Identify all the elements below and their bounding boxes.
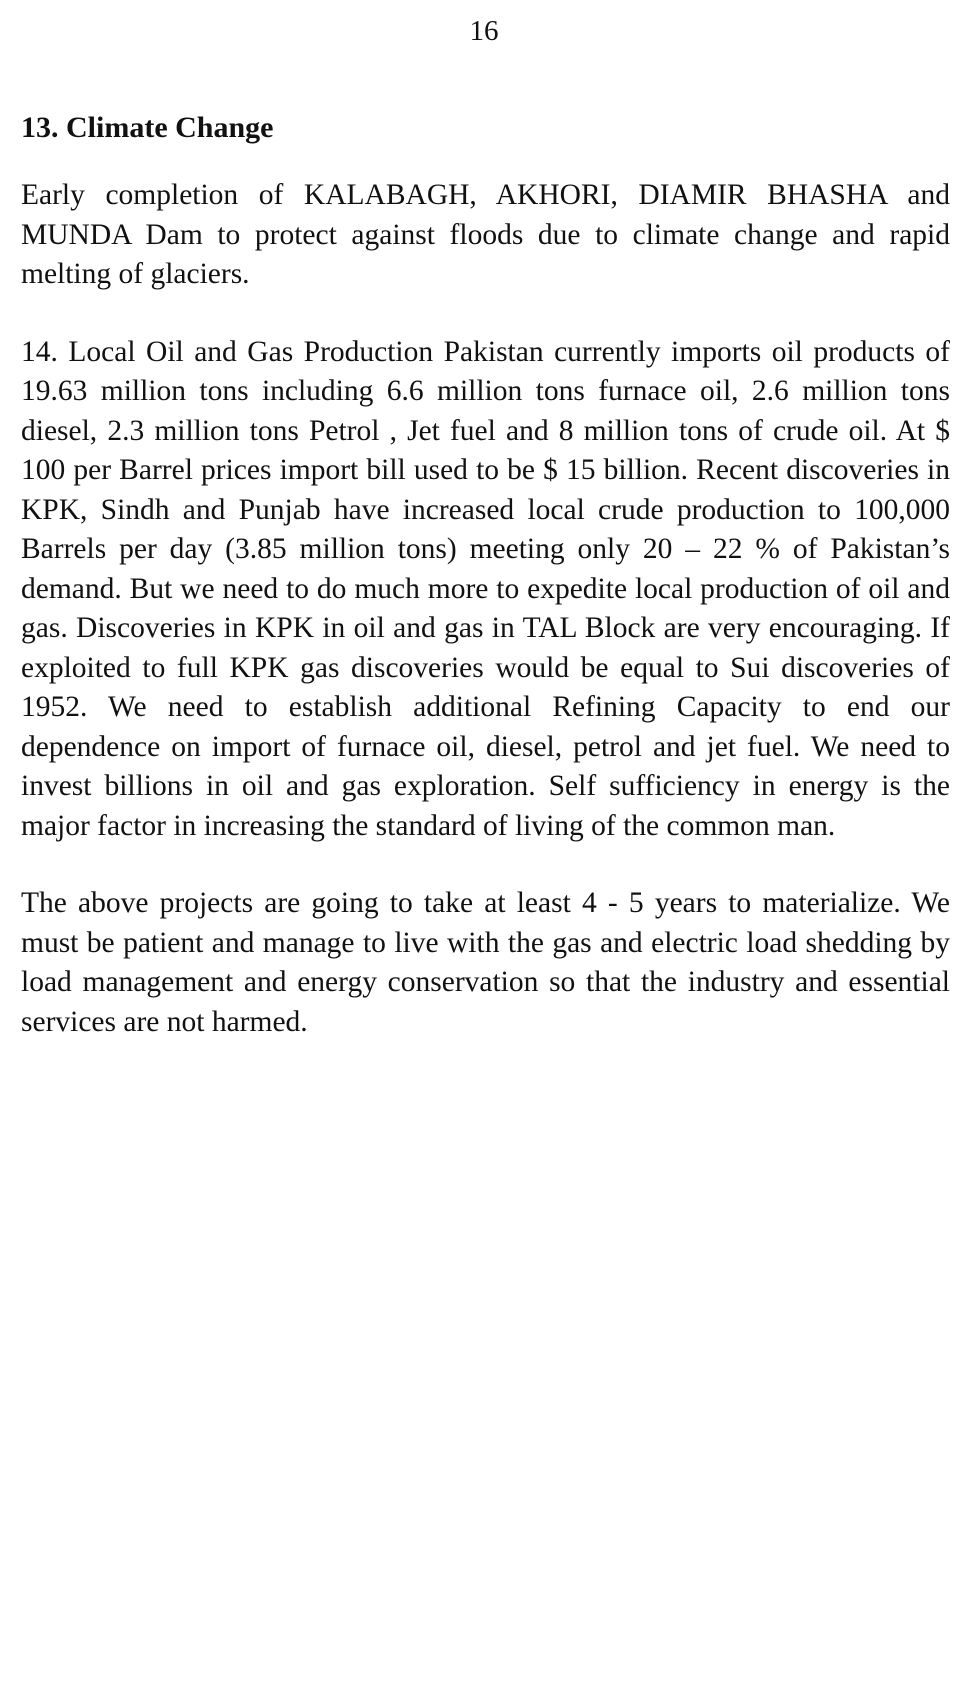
- paragraph-projects-timeline: The above projects are going to take at least 4 - 5 years to materialize. We must be patient and manage to live with the gas and electric load shedding by load management and energy conservation so that the industry and essential services are not harmed.: [21, 887, 950, 1038]
- page-content: [21, 110, 950, 1080]
- page-number: 16: [469, 15, 499, 47]
- section-heading-climate-change: 13. Climate Change: [21, 111, 274, 144]
- paragraph-oil-gas-production: 14. Local Oil and Gas Production Pakistan currently imports oil products of 19.63 million tons including 6.6 million tons furnace oil, 2.6 million tons diesel, 2.3 million tons Petrol , Jet fuel and 8 million tons of crude oil. At $ 100 per Barrel prices import bill used to be $ 15 billion. Recent discoveries in KPK, Sindh and Punjab have increased local crude production to 100,000 Barrels per day (3.85 million tons) meeting only 20 – 22 % of Pakistan’s demand. But we need to do much more to expedite local production of oil and gas. Discoveries in KPK in oil and gas in TAL Block are very encouraging. If exploited to full KPK gas discoveries would be equal to Sui discoveries of 1952. We need to establish additional Refining Capacity to end our dependence on import of furnace oil, diesel, petrol and jet fuel. We need to invest billions in oil and gas exploration. Self sufficiency in energy is the major factor in increasing the standard of living of the common man.: [21, 335, 950, 842]
- paragraph-dams: Early completion of KALABAGH, AKHORI, DIAMIR BHASHA and MUNDA Dam to protect against floods due to climate change and rapid melting of glaciers.: [21, 179, 950, 290]
